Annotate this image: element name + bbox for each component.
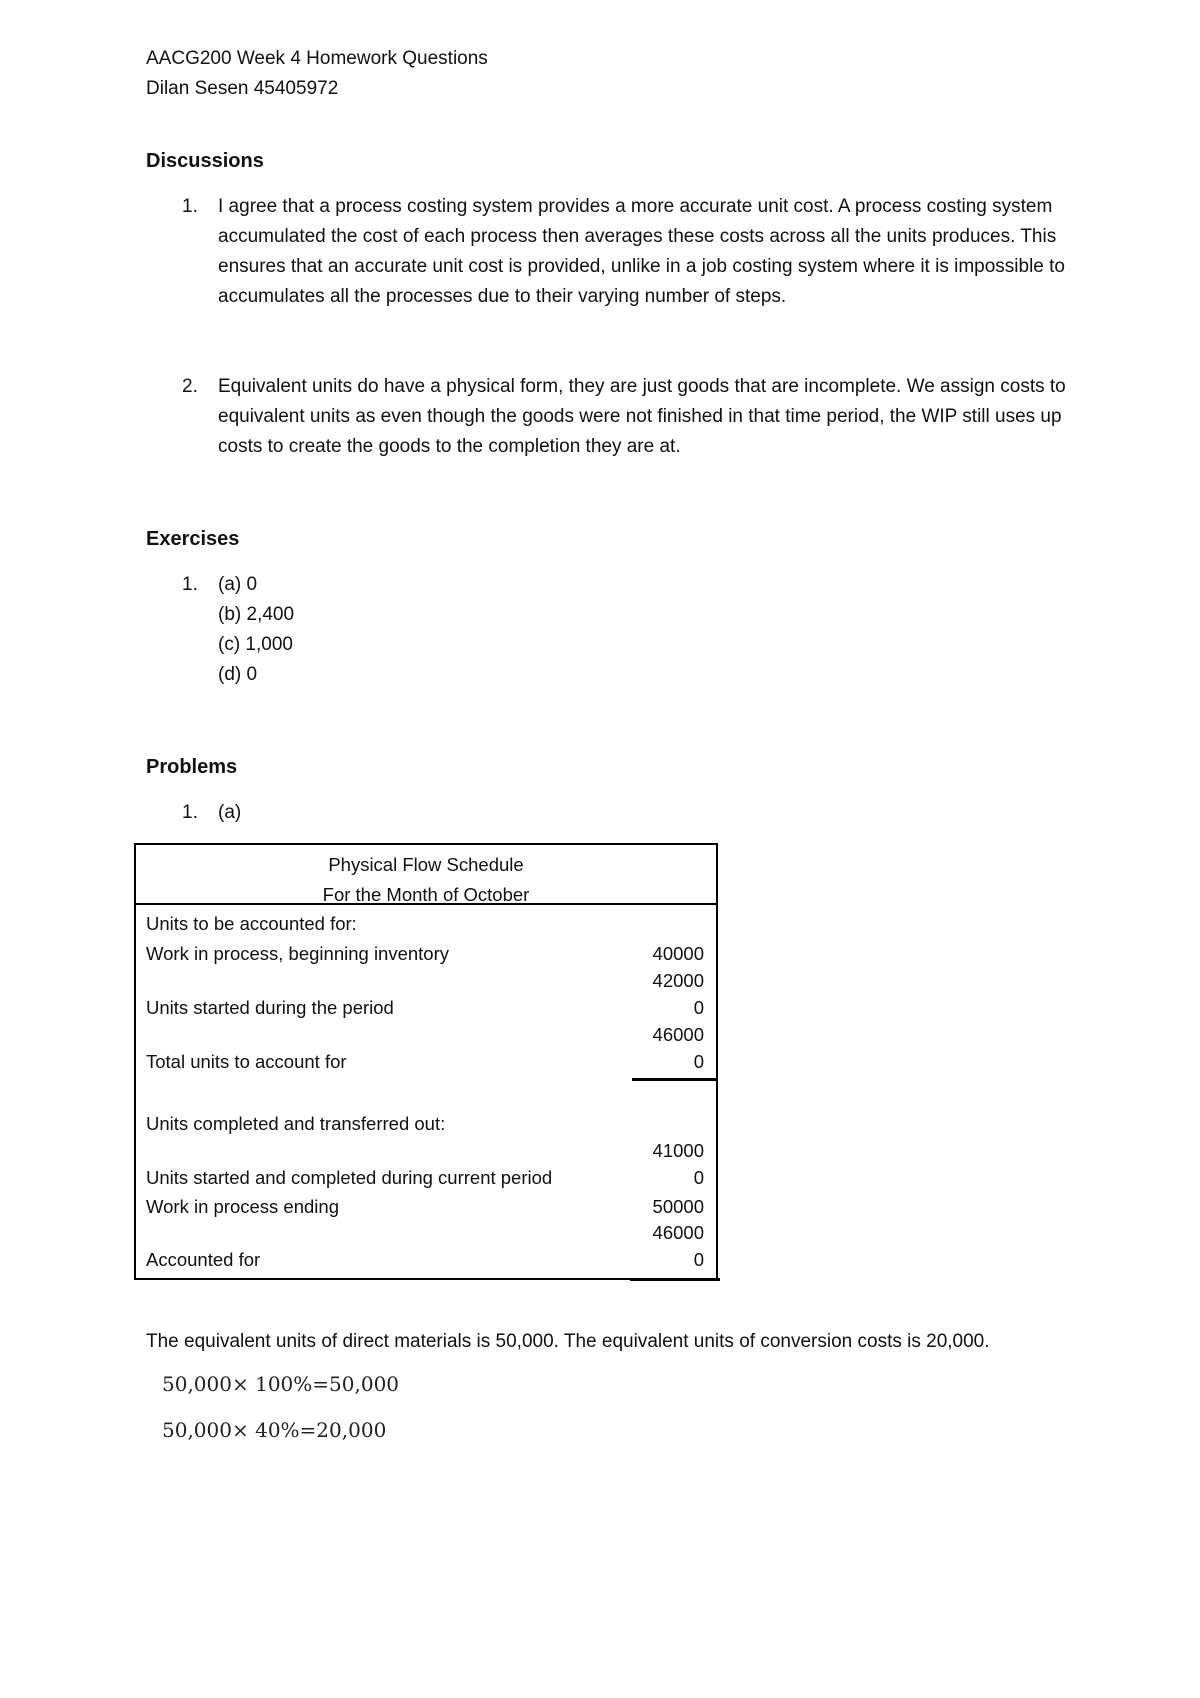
schedule-title: Physical Flow Schedule bbox=[328, 854, 524, 875]
schedule-title-divider bbox=[136, 903, 716, 905]
physical-flow-schedule-table bbox=[134, 843, 718, 1280]
problem-1-number: 1. bbox=[182, 802, 198, 823]
exercise-answer-a: (a) 0 bbox=[218, 574, 258, 595]
table-row-value: 46000 bbox=[652, 1024, 704, 1045]
exercise-1-number: 1. bbox=[182, 574, 198, 595]
table-row-value: 50000 bbox=[652, 1196, 704, 1217]
exercise-answer-c: (c) 1,000 bbox=[218, 634, 293, 655]
table-row-value: 42000 bbox=[652, 970, 704, 991]
table-row-label: Units started and completed during current period bbox=[146, 1167, 553, 1188]
table-row-value: 0 bbox=[693, 1051, 704, 1072]
table-row-label: Total units to account for bbox=[146, 1051, 347, 1072]
table-row-label: Units to be accounted for: bbox=[146, 913, 357, 934]
schedule-subtitle: For the Month of October bbox=[322, 884, 530, 905]
table-row-label: Accounted for bbox=[146, 1249, 261, 1270]
table-row-label: Work in process ending bbox=[146, 1196, 339, 1217]
accounted-for-double-rule bbox=[630, 1278, 720, 1281]
problem-1-part: (a) bbox=[218, 802, 242, 823]
table-row-value: 46000 bbox=[652, 1222, 704, 1243]
table-row-value: 0 bbox=[693, 1249, 704, 1270]
discussion-1-text: I agree that a process costing system provides a more accurate unit cost. A process costing system accumulated the cost of each process then averages these costs across all the units produces. This ensures that an accurate unit cost is provided, unlike in a job costing system where it is impossible to accumulates all the processes due to their varying number of steps. bbox=[218, 196, 1065, 307]
discussion-2-number: 2. bbox=[182, 376, 198, 397]
discussion-2-text: Equivalent units do have a physical form, they are just goods that are incomplete. We assign costs to equivalent units as even though the goods were not finished in that time period, the WIP still uses up costs to create the goods to the completion they are at. bbox=[218, 376, 1066, 457]
equation-direct-materials: 50,000× 100%=50,000 bbox=[162, 1372, 400, 1396]
table-row-label: Work in process, beginning inventory bbox=[146, 943, 450, 964]
total-double-rule bbox=[632, 1078, 718, 1081]
exercise-answer-b: (b) 2,400 bbox=[218, 604, 295, 625]
conclusion-text: The equivalent units of direct materials is 50,000. The equivalent units of conversion costs is 20,000. bbox=[146, 1331, 990, 1352]
discussion-1-number: 1. bbox=[182, 196, 198, 217]
table-row-label: Units started during the period bbox=[146, 997, 394, 1018]
table-row-value: 41000 bbox=[652, 1140, 704, 1161]
header-course-title: AACG200 Week 4 Homework Questions bbox=[146, 48, 488, 69]
problems-heading: Problems bbox=[146, 756, 238, 778]
table-row-value: 0 bbox=[693, 1167, 704, 1188]
table-row-value: 40000 bbox=[652, 943, 704, 964]
discussions-heading: Discussions bbox=[146, 150, 264, 172]
equation-conversion-costs: 50,000× 40%=20,000 bbox=[162, 1418, 387, 1442]
table-row-label: Units completed and transferred out: bbox=[146, 1113, 446, 1134]
table-row-value: 0 bbox=[693, 997, 704, 1018]
exercise-answer-d: (d) 0 bbox=[218, 664, 258, 685]
header-author: Dilan Sesen 45405972 bbox=[146, 78, 339, 99]
exercises-heading: Exercises bbox=[146, 528, 240, 550]
